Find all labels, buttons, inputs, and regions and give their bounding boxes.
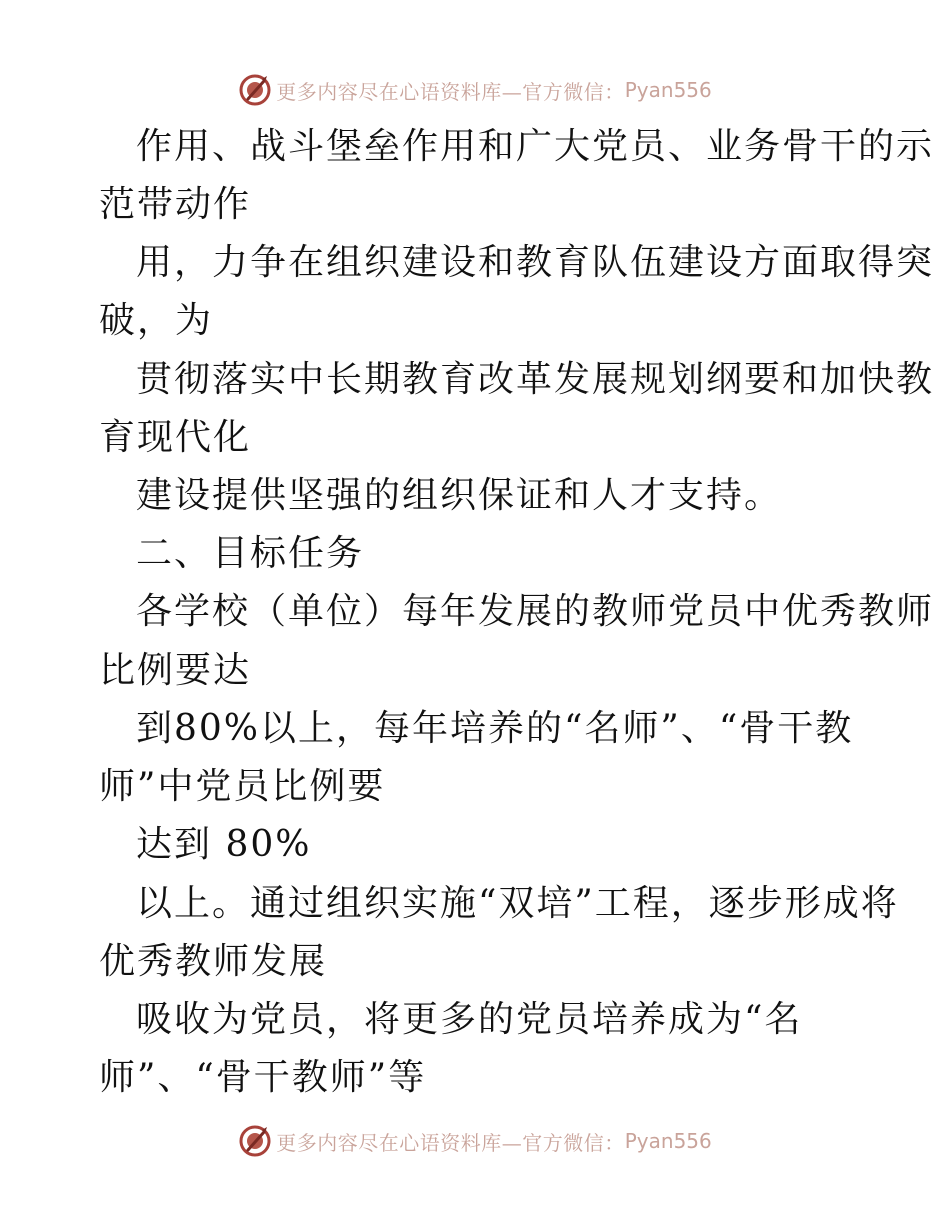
text-line: 吸收为党员，将更多的党员培养成为“名: [136, 999, 803, 1040]
watermark-text: 更多内容尽在心语资料库—官方微信：: [276, 79, 625, 104]
text-line: 作用、战斗堡垒作用和广大党员、业务骨干的示: [136, 126, 935, 167]
watermark-wechat-id: Pyan556: [624, 78, 712, 102]
section-heading: 二、目标任务: [136, 533, 365, 574]
text-line: 各学校（单位）每年发展的教师党员中优秀教师: [136, 591, 935, 632]
text-line: 范带动作: [99, 184, 252, 225]
text-line: 以上。通过组织实施“双培”工程，逐步形成将: [136, 883, 899, 924]
text-line: 破，为: [99, 300, 214, 341]
text-line: 贯彻落实中长期教育改革发展规划纲要和加快教: [136, 359, 935, 400]
header-watermark: [0, 70, 950, 110]
text-line: 优秀教师发展: [99, 941, 328, 982]
text-line: 用，力争在组织建设和教育队伍建设方面取得突: [136, 242, 935, 283]
watermark-text: 更多内容尽在心语资料库—官方微信：: [276, 1130, 625, 1155]
text-line: 达到 80%: [136, 824, 312, 865]
text-line: 建设提供坚强的组织保证和人才支持。: [136, 475, 783, 516]
seal-pen-logo-icon: [238, 73, 272, 107]
text-line: 比例要达: [99, 650, 252, 691]
text-line: 师”中党员比例要: [99, 766, 386, 807]
watermark-wechat-id: Pyan556: [624, 1129, 712, 1153]
text-line: 育现代化: [99, 417, 252, 458]
seal-pen-logo-icon: [238, 1124, 272, 1158]
footer-watermark: [0, 1121, 950, 1161]
text-line: 师”、“骨干教师”等: [99, 1057, 427, 1098]
text-line: 到80%以上，每年培养的“名师”、“骨干教: [136, 708, 854, 749]
